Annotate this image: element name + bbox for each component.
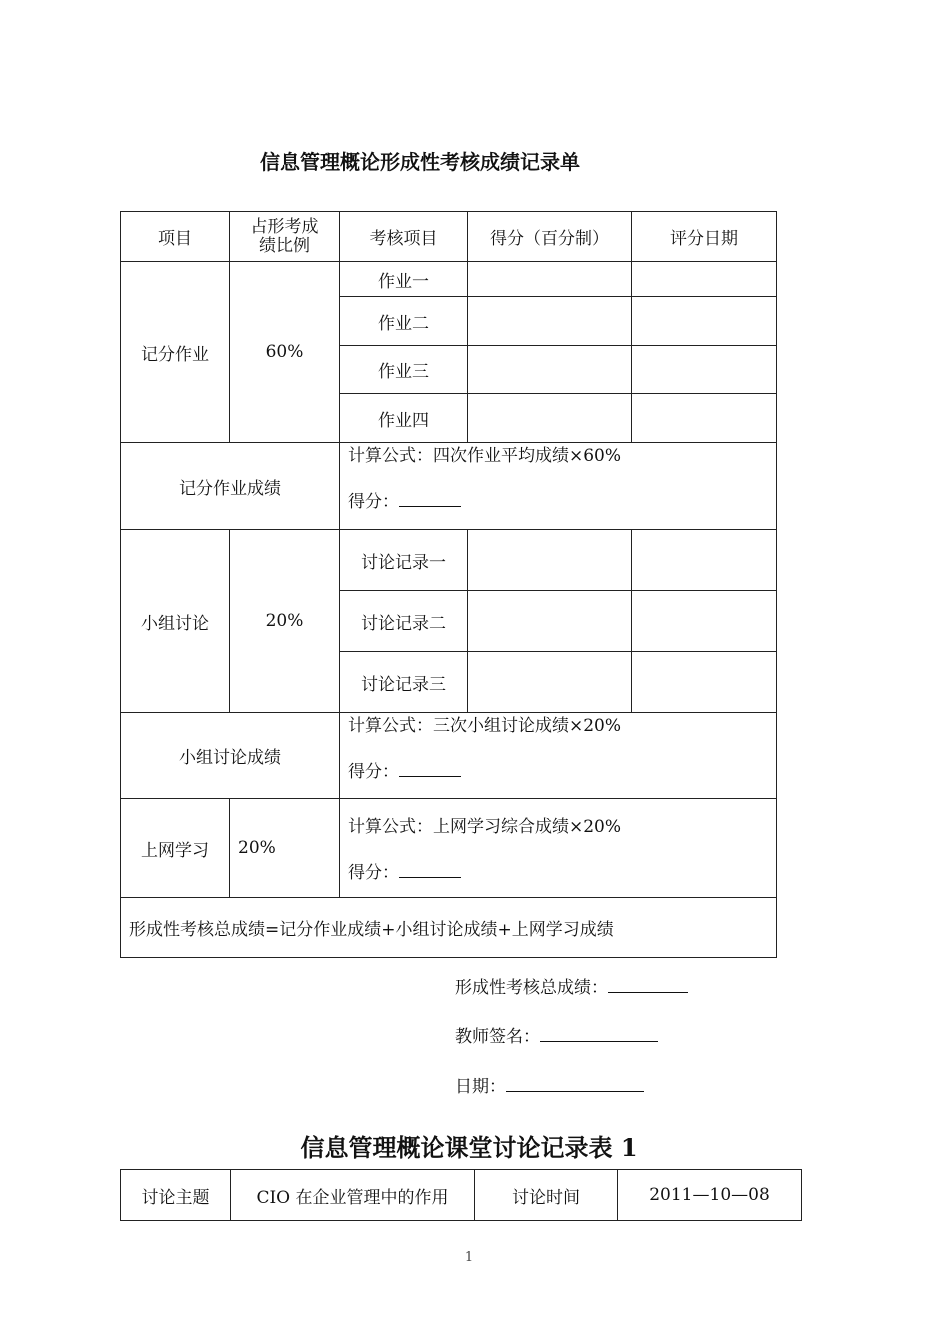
- table-header-row: [121, 212, 777, 262]
- discussion-record-title: 信息管理概论课堂讨论记录表 1: [300, 1133, 638, 1162]
- total-row: [121, 898, 777, 958]
- discussion-item: 讨论记录三: [340, 652, 468, 713]
- total-formula: 形成性考核总成绩=记分作业成绩+小组讨论成绩+上网学习成绩: [121, 898, 777, 958]
- date-blank[interactable]: [506, 1073, 644, 1092]
- score-cell[interactable]: [468, 652, 632, 713]
- discussion-summary-row: [121, 713, 777, 799]
- homework-formula: 计算公式：四次作业平均成绩×60%: [348, 446, 622, 466]
- topic-label: 讨论主题: [121, 1170, 231, 1221]
- score-cell[interactable]: [468, 394, 632, 443]
- score-cell[interactable]: [468, 262, 632, 297]
- topic-value: CIO 在企业管理中的作用: [231, 1170, 475, 1221]
- discussion-formula-cell: [340, 713, 777, 799]
- header-date: 评分日期: [632, 212, 777, 262]
- online-name: 上网学习: [121, 799, 230, 898]
- homework-summary-label: 记分作业成绩: [121, 443, 340, 530]
- header-score: 得分（百分制）: [468, 212, 632, 262]
- page-number: 1: [464, 1250, 474, 1265]
- homework-item: 作业三: [340, 346, 468, 394]
- teacher-signature-line: [455, 1022, 658, 1047]
- homework-formula-cell: [340, 443, 777, 530]
- date-label: 日期：: [455, 1077, 506, 1097]
- date-cell[interactable]: [632, 297, 777, 346]
- discussion-summary-label: 小组讨论成绩: [121, 713, 340, 799]
- discussion-item: 讨论记录一: [340, 530, 468, 591]
- total-score-blank[interactable]: [608, 974, 688, 993]
- header-ratio: 占形考成绩比例: [230, 212, 340, 262]
- discussion-record-table: [120, 1169, 802, 1221]
- score-cell[interactable]: [468, 591, 632, 652]
- discussion-name: 小组讨论: [121, 530, 230, 713]
- date-cell[interactable]: [632, 530, 777, 591]
- header-assessment: 考核项目: [340, 212, 468, 262]
- discussion-score-blank[interactable]: [399, 758, 461, 777]
- discussion-ratio: 20%: [230, 530, 340, 713]
- score-cell[interactable]: [468, 530, 632, 591]
- date-cell[interactable]: [632, 652, 777, 713]
- table-row: [121, 530, 777, 591]
- online-row: [121, 799, 777, 898]
- date-cell[interactable]: [632, 346, 777, 394]
- online-formula: 计算公式：上网学习综合成绩×20%: [348, 816, 622, 837]
- time-value: 2011—10—08: [618, 1170, 802, 1221]
- homework-item: 作业四: [340, 394, 468, 443]
- homework-summary-row: [121, 443, 777, 530]
- online-ratio: 20%: [230, 799, 340, 898]
- online-formula-cell: [340, 799, 777, 898]
- total-score-label: 形成性考核总成绩：: [455, 978, 608, 998]
- teacher-signature-label: 教师签名：: [455, 1027, 540, 1047]
- online-score-blank[interactable]: [399, 859, 461, 878]
- date-cell[interactable]: [632, 591, 777, 652]
- table-row: [121, 262, 777, 297]
- date-cell[interactable]: [632, 262, 777, 297]
- online-score-label: 得分：: [348, 862, 399, 883]
- homework-score-label: 得分：: [348, 492, 399, 512]
- date-cell[interactable]: [632, 394, 777, 443]
- discussion-score-label: 得分：: [348, 762, 399, 782]
- homework-score-blank[interactable]: [399, 488, 461, 507]
- score-cell[interactable]: [468, 346, 632, 394]
- form-title: 信息管理概论形成性考核成绩记录单: [260, 150, 580, 174]
- discussion-item: 讨论记录二: [340, 591, 468, 652]
- time-label: 讨论时间: [475, 1170, 618, 1221]
- date-line: [455, 1072, 644, 1097]
- table-row: [121, 1170, 802, 1221]
- homework-item: 作业二: [340, 297, 468, 346]
- total-score-line: [455, 973, 688, 998]
- homework-ratio: 60%: [230, 262, 340, 443]
- header-item: 项目: [121, 212, 230, 262]
- homework-item: 作业一: [340, 262, 468, 297]
- score-record-table: [120, 211, 777, 958]
- teacher-signature-blank[interactable]: [540, 1023, 658, 1042]
- score-cell[interactable]: [468, 297, 632, 346]
- discussion-formula: 计算公式：三次小组讨论成绩×20%: [348, 716, 622, 736]
- homework-name: 记分作业: [121, 262, 230, 443]
